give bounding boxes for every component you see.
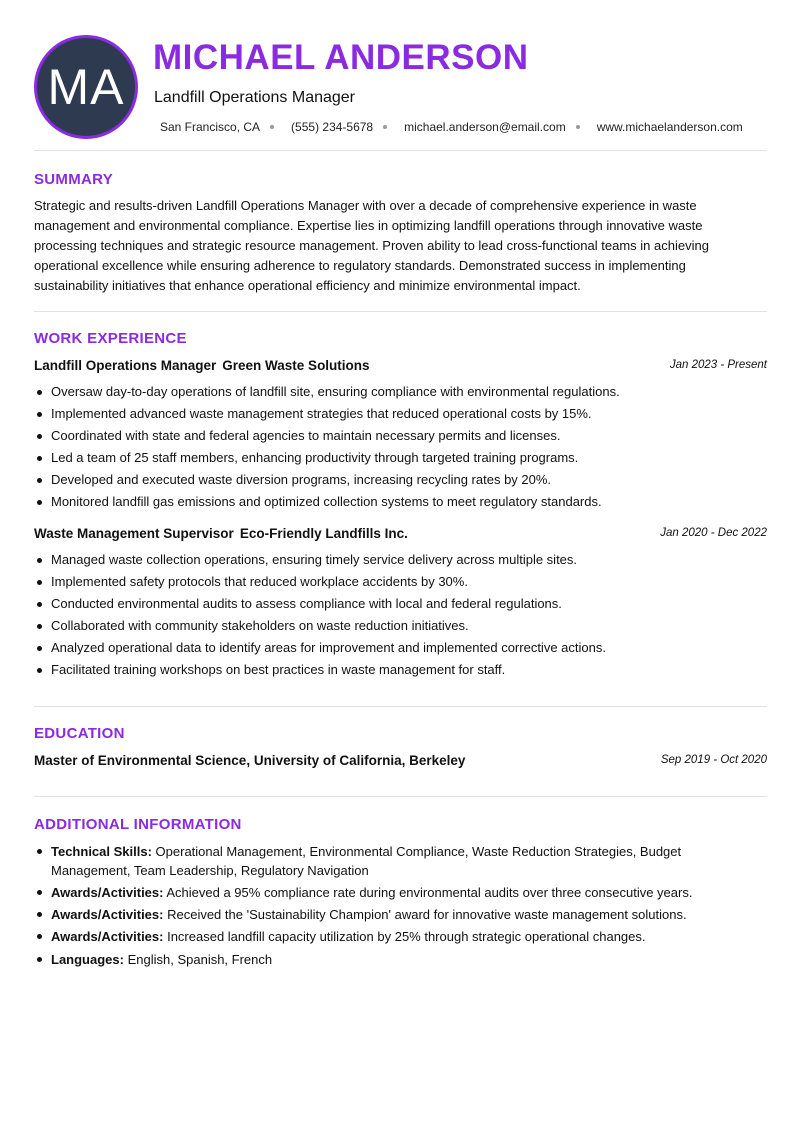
dot-separator-icon (383, 125, 387, 129)
item-text: English, Spanish, French (127, 952, 273, 967)
item-label: Awards/Activities: (51, 929, 164, 944)
item-text: Operational Management, Environmental Compliance, Waste Reduction Strategies, Budget Management, Team Leadership, Regulatory Navigation (51, 844, 682, 878)
contact-website[interactable]: www.michaelanderson.com (596, 120, 743, 134)
candidate-title: Landfill Operations Manager (154, 89, 356, 106)
item-label: Technical Skills: (51, 844, 152, 859)
job-dates: Jan 2023 - Present (669, 359, 767, 371)
work-experience-heading: WORK EXPERIENCE (34, 330, 187, 347)
summary-heading: SUMMARY (34, 171, 114, 188)
candidate-name: MICHAEL ANDERSON (153, 38, 529, 77)
list-item (34, 950, 714, 969)
job-role: Landfill Operations Manager (34, 358, 217, 373)
item-text: Received the 'Sustainability Champion' award for innovative waste management solutions. (167, 907, 687, 922)
job-company: Green Waste Solutions (222, 358, 370, 373)
additional-info-list (34, 842, 714, 972)
summary-text: Strategic and results-driven Landfill Operations Manager with over a decade of comprehensive experience in waste management and environmental compliance. Expertise lies in optimizing landfill operations through innovative waste processing techniques and strategic resource management. Proven ability to lead cross-functional teams in achieving operational excellence while ensuring adherence to regulatory standards. Demonstrated success in implementing sustainability initiatives that enhance operational efficiency and minimize environmental impact. (34, 198, 709, 293)
dot-separator-icon (270, 125, 274, 129)
divider (34, 150, 767, 151)
contact-email[interactable]: michael.anderson@email.com (404, 120, 566, 134)
item-text: Increased landfill capacity utilization by 25% through strategic operational changes. (167, 929, 646, 944)
list-item (34, 927, 714, 946)
avatar (34, 35, 138, 139)
list-item (34, 905, 714, 924)
job-header (34, 526, 767, 544)
list-item (34, 883, 714, 902)
education-degree: Master of Environmental Science, University of California, Berkeley (34, 753, 466, 768)
contact-phone: (555) 234-5678 (291, 120, 374, 134)
list-item: Conducted environmental audits to assess compliance with local and federal regulations. (34, 593, 754, 615)
list-item: Collaborated with community stakeholders on waste reduction initiatives. (34, 615, 754, 637)
education-entry (34, 753, 767, 771)
education-heading: EDUCATION (34, 725, 125, 742)
education-dates: Sep 2019 - Oct 2020 (660, 754, 767, 766)
item-label: Awards/Activities: (51, 907, 164, 922)
job-role: Waste Management Supervisor (34, 526, 234, 541)
item-text: Achieved a 95% compliance rate during environmental audits over three consecutive years. (166, 885, 693, 900)
list-item: Developed and executed waste diversion programs, increasing recycling rates by 20%. (34, 469, 754, 491)
job-header (34, 358, 767, 376)
job-bullets (34, 381, 754, 513)
list-item: Implemented advanced waste management strategies that reduced operational costs by 15%. (34, 403, 754, 425)
contact-location: San Francisco, CA (160, 120, 261, 134)
divider (34, 706, 767, 707)
list-item: Coordinated with state and federal agencies to maintain necessary permits and licenses. (34, 425, 754, 447)
job-dates: Jan 2020 - Dec 2022 (660, 527, 767, 539)
list-item: Oversaw day-to-day operations of landfill site, ensuring compliance with environmental regulations. (34, 381, 754, 403)
list-item: Analyzed operational data to identify areas for improvement and implemented corrective actions. (34, 637, 754, 659)
additional-info-heading: ADDITIONAL INFORMATION (34, 816, 242, 833)
list-item: Implemented safety protocols that reduced workplace accidents by 30%. (34, 571, 754, 593)
divider (34, 796, 767, 797)
item-label: Languages: (51, 952, 124, 967)
list-item: Managed waste collection operations, ensuring timely service delivery across multiple sites. (34, 549, 754, 571)
list-item: Facilitated training workshops on best practices in waste management for staff. (34, 659, 754, 681)
list-item: Led a team of 25 staff members, enhancing productivity through targeted training programs. (34, 447, 754, 469)
item-label: Awards/Activities: (51, 885, 164, 900)
list-item (34, 842, 714, 880)
list-item: Monitored landfill gas emissions and optimized collection systems to meet regulatory standards. (34, 491, 754, 513)
job-bullets (34, 549, 754, 681)
job-company: Eco-Friendly Landfills Inc. (239, 526, 408, 541)
dot-separator-icon (576, 125, 580, 129)
divider (34, 311, 767, 312)
avatar-initials: MA (47, 59, 125, 115)
contact-bar (160, 120, 743, 134)
